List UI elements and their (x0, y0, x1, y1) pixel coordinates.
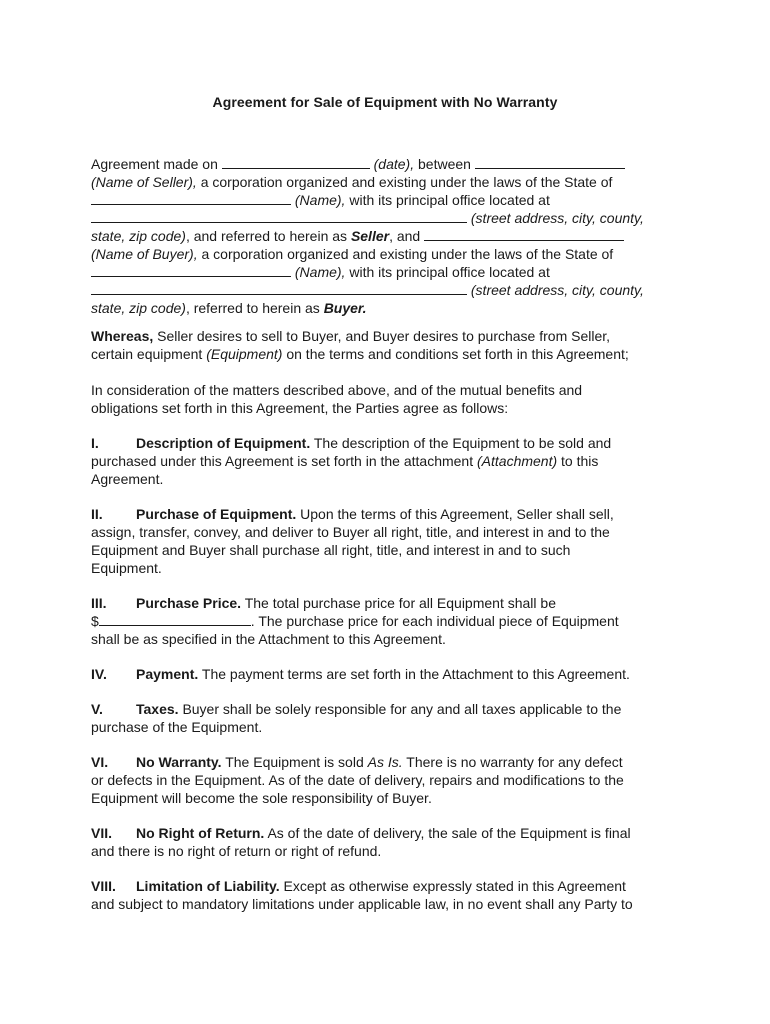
section-text: Upon the terms of this Agreement, Seller shall sell, (300, 506, 614, 522)
whereas-text: (Equipment) (206, 346, 283, 362)
seller-term: Seller (350, 228, 390, 244)
section-text: or defects in the Equipment. As of the date of delivery, repairs and modifications to the (91, 772, 624, 788)
section-heading: Payment. (136, 666, 199, 682)
intro-paragraph (91, 155, 681, 317)
section-text: Equipment. (91, 560, 162, 576)
section-text: The payment terms are set forth in the Attachment to this Agreement. (201, 666, 630, 682)
whereas-text: on the terms and conditions set forth in this Agreement; (286, 346, 629, 362)
section-4 (91, 665, 681, 683)
section-text: and there is no right of return or right of refund. (91, 843, 382, 859)
section-text: Agreement. (91, 471, 164, 487)
section-text: As of the date of delivery, the sale of the Equipment is final (267, 825, 631, 841)
section-text: Equipment and Buyer shall purchase all right, title, and interest in and to such (91, 542, 571, 558)
section-number: V. (91, 701, 103, 717)
seller-name-blank[interactable] (475, 155, 625, 169)
section-3 (91, 594, 681, 648)
section-text: As Is. (367, 754, 403, 770)
section-text: The description of the Equipment to be sold and (313, 435, 612, 451)
section-number: VI. (91, 754, 109, 770)
section-text: Equipment will become the sole responsibility of Buyer. (91, 790, 432, 806)
intro-text: , and (389, 228, 421, 244)
section-2 (91, 505, 681, 577)
section-1 (91, 434, 681, 488)
seller-address-blank[interactable] (91, 209, 467, 223)
seller-state-blank[interactable] (91, 191, 291, 205)
whereas-text: Seller desires to sell to Buyer, and Buyer desires to purchase from Seller, (157, 328, 611, 344)
section-heading: Taxes. (136, 701, 179, 717)
section-text: There is no warranty for any defect (406, 754, 623, 770)
section-heading: Description of Equipment. (136, 435, 311, 451)
section-heading: Purchase Price. (136, 595, 242, 611)
section-6 (91, 753, 681, 807)
intro-text: a corporation organized and existing under the laws of the State of (201, 246, 614, 262)
section-text: purchase of the Equipment. (91, 719, 263, 735)
section-text: assign, transfer, convey, and deliver to Buyer all right, title, and interest in and to the (91, 524, 610, 540)
section-heading: Purchase of Equipment. (136, 506, 297, 522)
buyer-name-blank[interactable] (424, 227, 624, 241)
section-7 (91, 824, 681, 860)
section-text: . The purchase price for each individual piece of Equipment (250, 613, 619, 629)
price-blank[interactable] (99, 612, 251, 626)
section-heading: No Warranty. (136, 754, 222, 770)
intro-text: state, zip code) (91, 300, 186, 316)
buyer-term: Buyer. (323, 300, 367, 316)
document-title: Agreement for Sale of Equipment with No Warranty (212, 94, 558, 110)
section-8 (91, 877, 681, 913)
intro-text: (Name), (294, 264, 346, 280)
section-number: IV. (91, 666, 107, 682)
section-text: purchased under this Agreement is set forth in the attachment (91, 453, 474, 469)
section-text: The total purchase price for all Equipment shall be (244, 595, 556, 611)
intro-text: with its principal office located at (349, 192, 550, 208)
section-heading: No Right of Return. (136, 825, 265, 841)
date-blank[interactable] (222, 155, 370, 169)
intro-text: , referred to herein as (185, 300, 320, 316)
intro-text: Agreement made on (91, 156, 218, 172)
consideration-text: obligations set forth in this Agreement, the Parties agree as follows: (91, 400, 509, 416)
section-text: shall be as specified in the Attachment to this Agreement. (91, 631, 446, 647)
intro-text: between (418, 156, 471, 172)
consideration-text: In consideration of the matters described above, and of the mutual benefits and (91, 382, 583, 398)
intro-text: with its principal office located at (349, 264, 550, 280)
whereas-paragraph (91, 327, 681, 363)
section-text: Except as otherwise expressly stated in this Agreement (283, 878, 626, 894)
section-number: II. (91, 506, 103, 522)
intro-text: a corporation organized and existing under the laws of the State of (200, 174, 613, 190)
section-5 (91, 700, 681, 736)
section-text: Buyer shall be solely responsible for any and all taxes applicable to the (182, 701, 622, 717)
section-number: VIII. (91, 878, 116, 894)
section-text: The Equipment is sold (225, 754, 364, 770)
section-text: to this (561, 453, 599, 469)
intro-text: , and referred to herein as (185, 228, 348, 244)
whereas-lead: Whereas, (91, 328, 154, 344)
section-heading: Limitation of Liability. (136, 878, 280, 894)
document-body (91, 155, 681, 913)
buyer-state-blank[interactable] (91, 263, 291, 277)
consideration-paragraph (91, 381, 681, 417)
section-text: and subject to mandatory limitations under applicable law, in no event shall any Party to (91, 896, 633, 912)
section-text: (Attachment) (477, 453, 558, 469)
intro-text: (street address, city, county, (470, 282, 644, 298)
section-number: VII. (91, 825, 113, 841)
buyer-address-blank[interactable] (91, 281, 467, 295)
dollar-sign: $ (91, 613, 99, 629)
intro-text: (Name of Seller), (91, 174, 197, 190)
intro-text: (Name), (294, 192, 346, 208)
intro-text: state, zip code) (91, 228, 186, 244)
whereas-text: certain equipment (91, 346, 203, 362)
intro-text: (Name of Buyer), (91, 246, 198, 262)
intro-text: (date), (373, 156, 415, 172)
section-number: I. (91, 435, 99, 451)
section-number: III. (91, 595, 107, 611)
intro-text: (street address, city, county, (470, 210, 644, 226)
